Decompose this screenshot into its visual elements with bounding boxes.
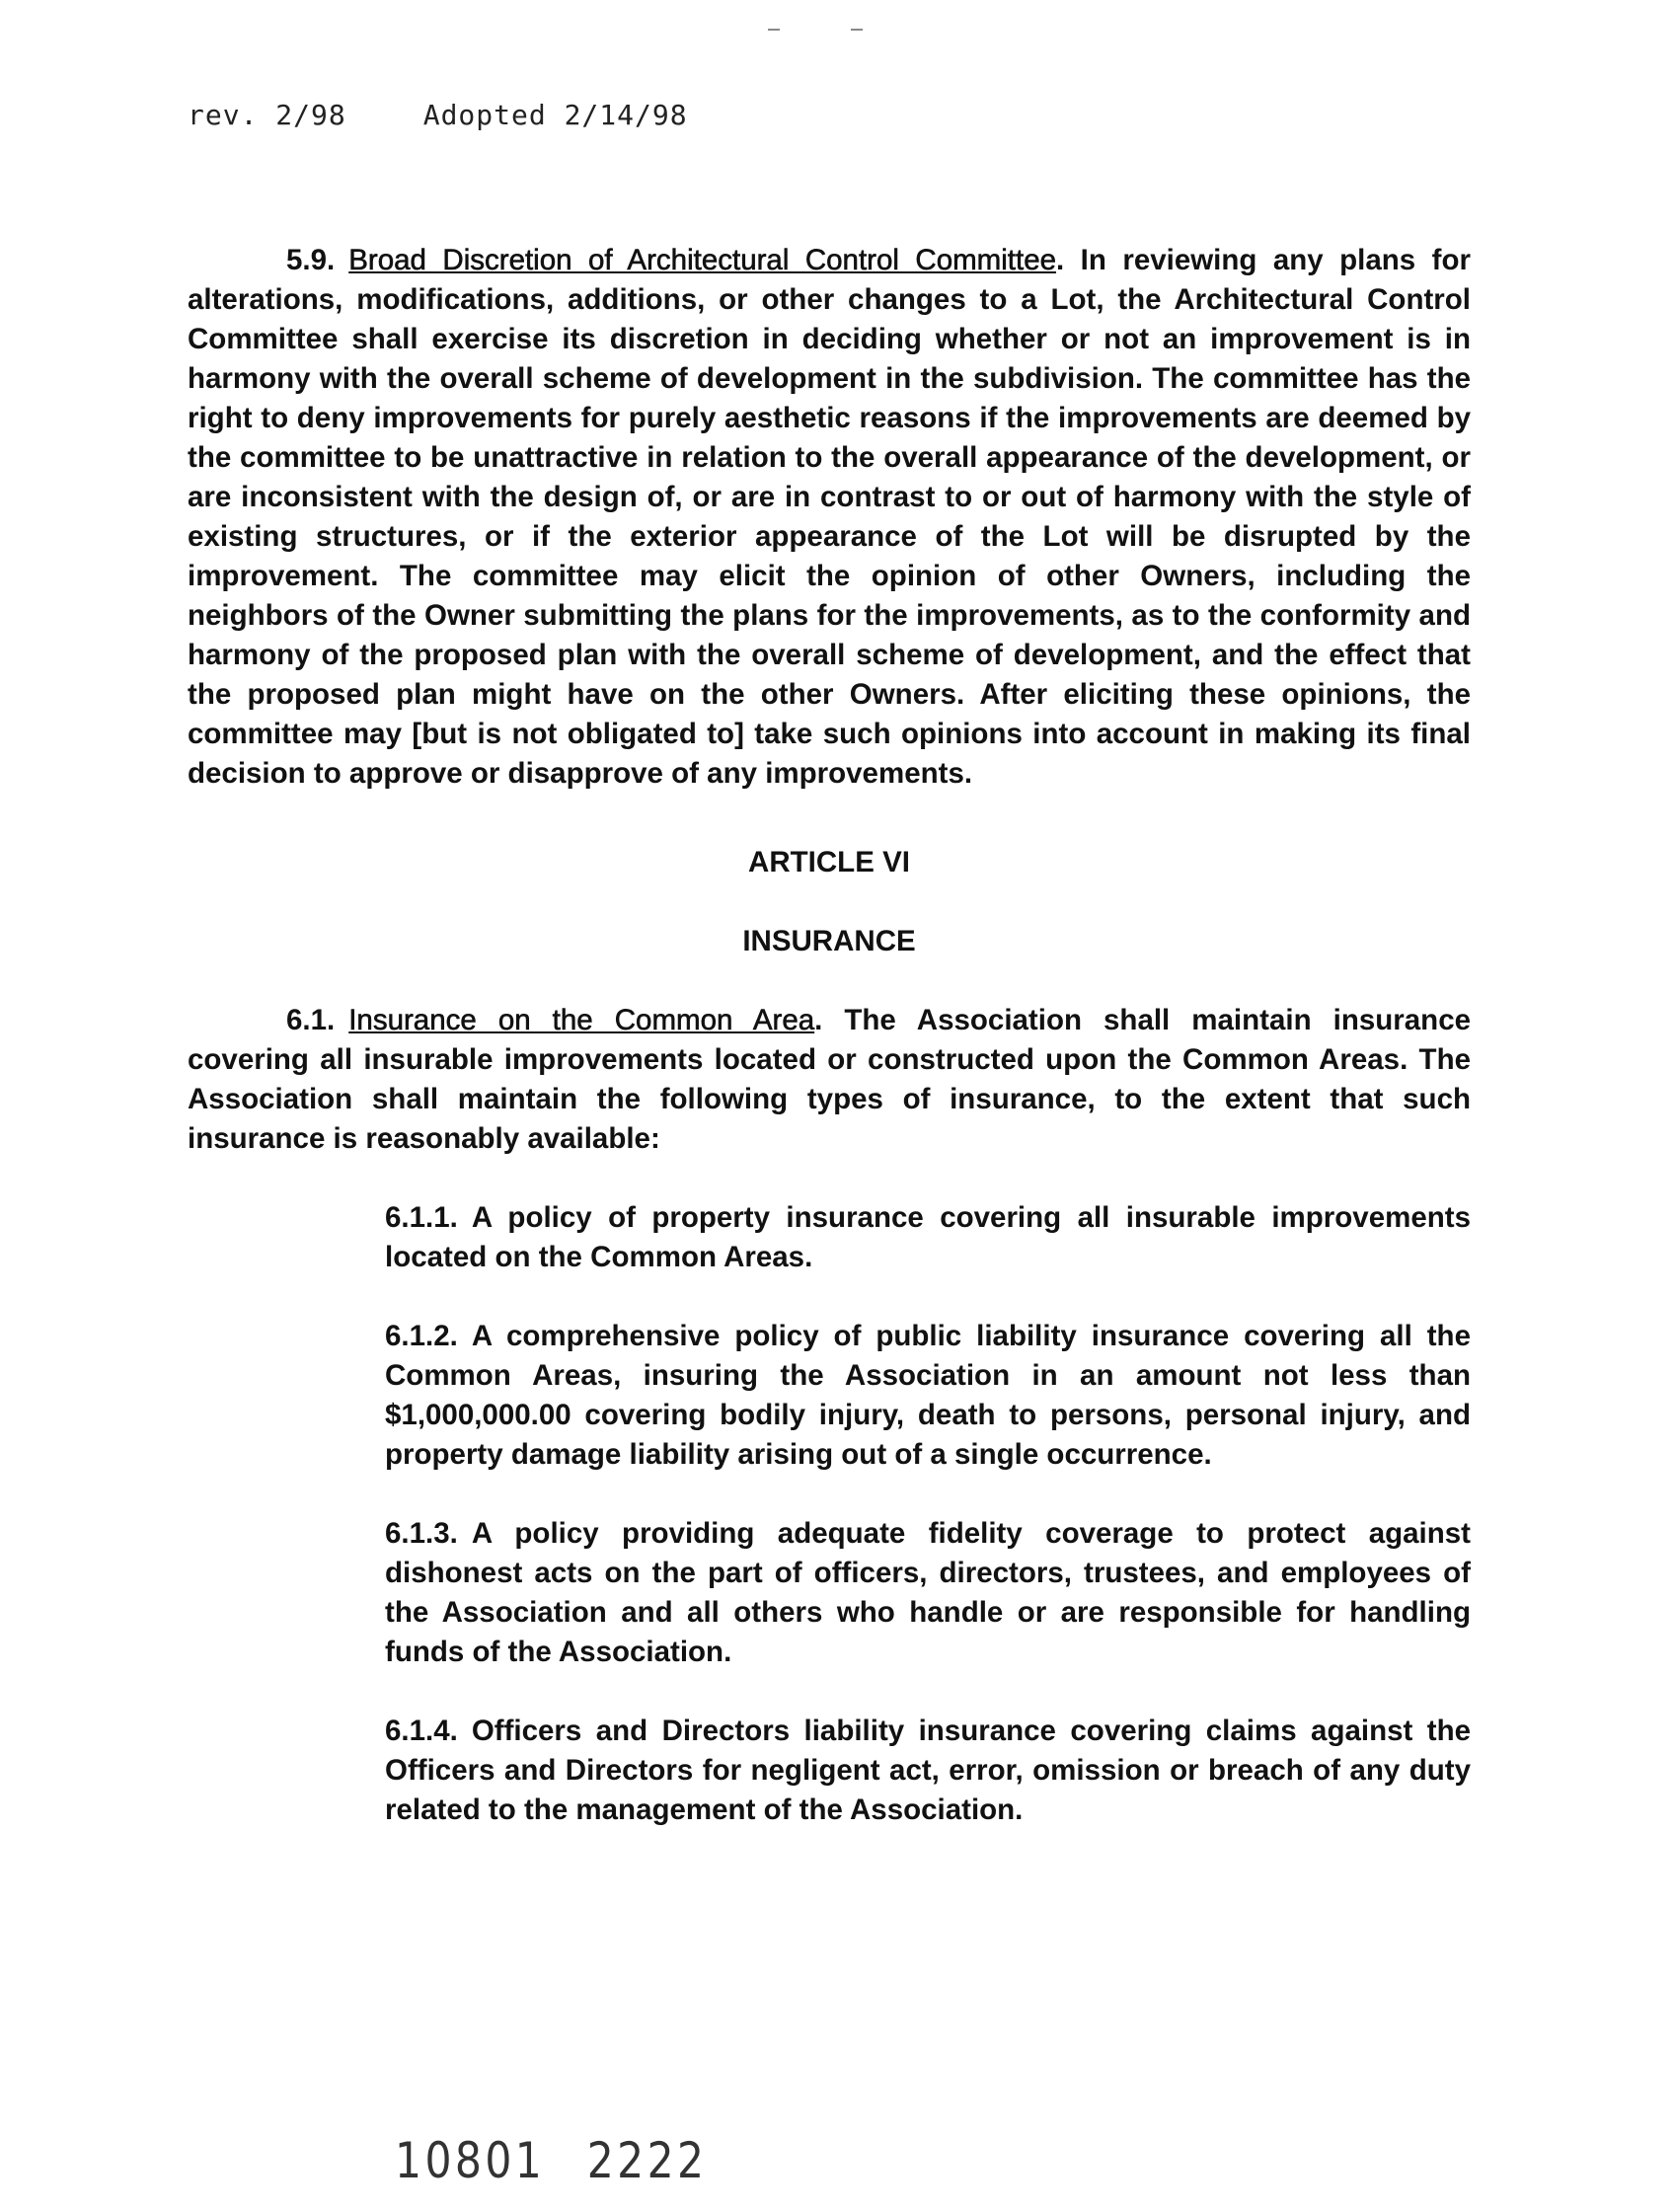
section-body: . In reviewing any plans for alterations, modifications, additions, or other changes to a Lot, the Architectural Control Committee shall exercise its discretion in deciding whether or not an improvement is in harmony with the overall scheme of development in the subdivision. The committee has the right to deny improvements for purely aesthetic reasons if the improvements are deemed by the committee to be unattractive in relation to the overall appearance of the development, or are inconsistent with the design of, or are in contrast to or out of harmony with the style of existing structures, or if the exterior appearance of the Lot will be disrupted by the improvement. The committee may elicit the opinion of other Owners, including the neighbors of the Owner submitting the plans for the improvements, as to the conformity and harmony of the proposed plan with the overall scheme of development, and the effect that the proposed plan might have on the other Owners. After eliciting these opinions, the committee may [but is not obligated to] take such opinions into account in making its final decision to approve or disapprove of any improvements. — [188, 244, 1471, 790]
subsection-6-1-1 — [385, 1198, 1471, 1277]
subsection-number: 6.1.2. — [385, 1320, 458, 1352]
subsection-6-1-4 — [385, 1712, 1471, 1830]
subsection-text: Officers and Directors liability insurance covering claims against the Officers and Directors for negligent act, error, omission or breach of any duty related to the management of the Association. — [385, 1715, 1471, 1826]
recording-number — [395, 2132, 707, 2189]
scan-mark — [768, 29, 780, 31]
section-number: 6.1. — [286, 1004, 336, 1036]
scan-mark — [851, 29, 863, 31]
article-label: ARTICLE VI — [748, 846, 910, 878]
subsection-text: A comprehensive policy of public liability insurance covering all the Common Areas, insuring the Association in an amount not less than $1,000,000.00 covering bodily injury, death to persons, personal injury, and property damage liability arising out of a single occurrence. — [385, 1320, 1471, 1471]
subsection-number: 6.1.1. — [385, 1201, 458, 1234]
subsection-6-1-2 — [385, 1317, 1471, 1475]
section-title: Broad Discretion of Architectural Control Committee — [348, 244, 1057, 276]
page-number: 2222 — [586, 2132, 708, 2189]
revision-header — [188, 99, 688, 131]
section-title: Insurance on the Common Area — [348, 1004, 815, 1036]
book-number: 10801 — [395, 2132, 546, 2189]
subsection-text: A policy providing adequate fidelity coverage to protect against dishonest acts on the part of officers, directors, trustees, and employees of the Association and all others who handle or are responsible for handling funds of the Association. — [385, 1517, 1471, 1668]
document-body — [188, 241, 1471, 1860]
article-heading: INSURANCE — [742, 925, 916, 957]
revision-label: rev. 2/98 — [188, 99, 346, 131]
section-5-9 — [188, 241, 1471, 794]
subsection-text: A policy of property insurance covering all insurable improvements located on the Common Areas. — [385, 1201, 1471, 1273]
subsection-number: 6.1.3. — [385, 1517, 458, 1550]
section-body: . The Association shall maintain insurance covering all insurable improvements located or constructed upon the Common Areas. The Association shall maintain the following types of insurance, to the extent that such insurance is reasonably available: — [188, 1004, 1472, 1155]
subsection-6-1-3 — [385, 1514, 1471, 1672]
section-6-1 — [188, 1001, 1471, 1159]
subsection-number: 6.1.4. — [385, 1715, 458, 1747]
adopted-label: Adopted 2/14/98 — [422, 99, 688, 131]
section-number: 5.9. — [286, 244, 336, 276]
